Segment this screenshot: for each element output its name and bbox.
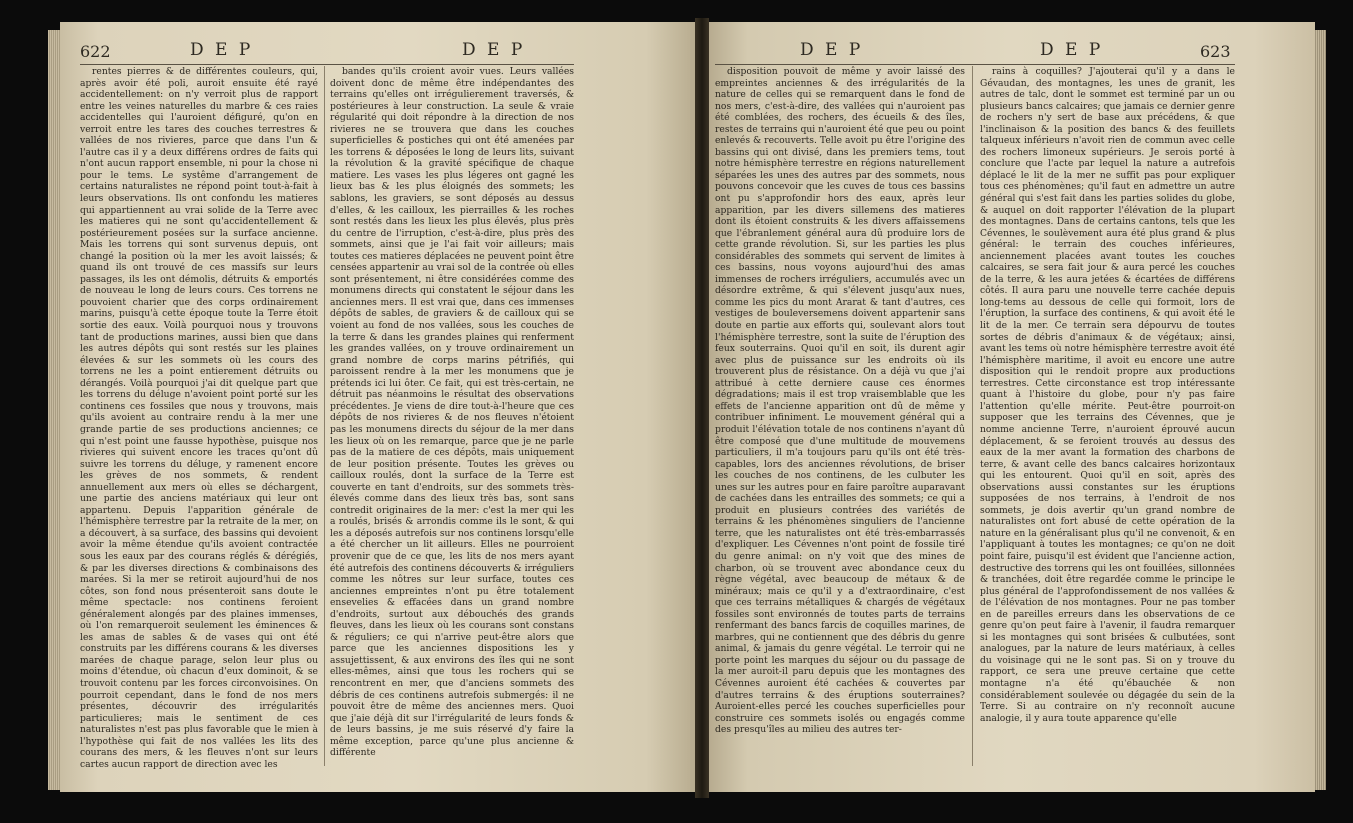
left-page-column-1 [80, 66, 318, 774]
right-page-headword-left: D E P [800, 40, 864, 60]
right-page-column-rule [972, 66, 973, 766]
column-text: disposition pouvoit de même y avoir laissé des empreintes anciennes & des irrégularités de la nature de celles qui se remarquent dans le fond de nos mers, c'est-à-dire, des vallées qui n'auroient pas été comblées, des rochers, des écueils & des îles, restes de terrains qui n'auroient été que peu ou point enlevés & recouverts. Telle avoit pu être l'origine des bassins qui ont divisé, dans les premiers tems, tout notre hémisphère terrestre en régions naturellement séparées les unes des autres par des sommets, nous pouvons concevoir que les cuves de tous ces bassins ont pu s'approfondir hors des eaux, après leur apparition, par les divers sillemens des matieres dont ils étoient construits & les divers affaissemens que l'ébranlement général aura dû produire lors de cette grande révolution. Si, sur les parties les plus considérables des sommets qui servent de limites à ces bassins, nous voyons aujourd'hui des amas immenses de rochers irréguliers, accumulés avec un désordre extrême, & qui s'élevent jusqu'aux nues, comme les pics du mont Ararat & tant d'autres, ces vestiges de bouleversemens doivent appartenir sans doute en partie aux efforts qui, soulevant alors tout l'hémisphère terrestre, sont la suite de l'éruption des feux souterrains. Quoi qu'il en soit, ils durent agir avec plus de puissance sur les endroits où ils trouverent plus de résistance. On a déjà vu que j'ai attribué à cette derniere cause ces énormes dégradations; mais il est trop vraisemblable que les effets de l'ancienne apparition ont dû de même y contribuer infiniment. Le mouvement général qui a produit l'élévation totale de nos continens n'ayant dû être composé que d'une multitude de mouvemens particuliers, il m'a toujours paru qu'ils ont été très-capables, lors des anciennes révolutions, de briser les couches de nos continens, de les culbuter les unes sur les autres pour en faire paroître auparavant de cachées dans les entrailles des sommets; ce qui a produit en plusieurs contrées des variétés de terrains & les phénomènes singuliers de l'ancienne terre, que les naturalistes ont été très-embarrassés d'expliquer. Les Cévennes n'ont point de fossile tiré du genre animal: on n'y voit que des mines de charbon, où se trouvent avec abondance ceux du règne végétal, avec beaucoup de métaux & de minéraux; mais ce qu'il y a d'extraordinaire, c'est que ces terrains métalliques & chargés de végétaux fossiles sont environnés de toutes parts de terrains renfermant des bancs farcis de coquilles marines, de marbres, qui ne contiennent que des débris du genre animal, & jamais du genre végétal. Le terroir qui ne porte point les marques du séjour ou du passage de la mer auroit-il paru depuis que les montagnes des Cévennes auroient été cachées & couvertes par d'autres terrains & des éruptions souterraines? Auroient-elles percé les couches superficielles pour construire ces sommets isolés ou engagés comme des presqu'îles au milieu des autres ter- [715, 66, 965, 736]
column-text: rentes pierres & de différentes couleurs, qui, après avoir été poli, auroit ensuite été rayé accidentellement: on n'y verroit plus de rapport entre les veines naturelles du marbre & ces raies accidentelles qui l'auroient défiguré, qu'on en verroit entre les tares des couches terrestres & vallées de nos rivieres, parce que dans l'un & l'autre cas il y a deux différens ordres de faits qui n'ont aucun rapport ensemble, ni pour la chose ni pour le tems. Le systême d'arrangement de certains naturalistes ne répond point tout-à-fait à leurs observations. Ils ont confondu les matieres qui appartiennent au vrai solide de la Terre avec les matieres qui ne sont qu'accidentellement & postérieurement posées sur la surface ancienne. Mais les torrens qui sont survenus depuis, ont changé la position où la mer les avoit laissés; & quand ils ont trouvé de ces massifs sur leurs passages, ils les ont démolis, détruits & emportés de nouveau le long de leurs cours. Ces torrens ne pouvoient charier que des corps ordinairement marins, puisqu'à cette époque toute la Terre étoit sortie des eaux. Voilà pourquoi nous y trouvons tant de productions marines, aussi bien que dans les autres dépôts qui sont restés sur les plaines élevées & sur les sommets où les cours des torrens ne les a point entierement détruits ou dérangés. Voilà pourquoi j'ai dit quelque part que les torrens du déluge n'avoient point porté sur les continens ces fossiles que nous y trouvons, mais qu'ils avoient au contraire rendu à la mer une grande partie de ses productions anciennes; ce qui n'est point une fausse hypothèse, puisque nos rivieres qui suivent encore les traces qu'ont dû suivre les torrens du déluge, y ramenent encore les grèves de nos sommets, & rendent annuellement aux mers où elles se déchargent, une partie des anciens matériaux qui leur ont appartenu. Depuis l'apparition générale de l'hémisphère terrestre par la retraite de la mer, on a découvert, à sa surface, des bassins qui devoient avoir la même étendue qu'ils avoient contractée sous les eaux par des courans réglés & dérégiés, & par les diverses directions & combinaisons des marées. Si la mer se retiroit aujourd'hui de nos côtes, son fond nous présenteroit sans doute le même spectacle: nos continens feroient généralement alongés par des plaines immenses, où l'on remarqueroit seulement les éminences & les amas de sables & de vases qui ont été construits par les différens courans & les diverses marées de chaque parage, selon leur plus ou moins d'étendue, où chacun d'eux dominoit, & se trouvoit contenu par les forces circonvoisines. On pourroit cependant, dans le fond de nos mers présentes, découvrir des irrégularités particulieres; mais le sentiment de ces naturalistes n'est pas plus favorable que le mien à l'hypothèse qui fait de nos vallées les lits des courans des mers, & les fleuves n'ont sur leurs cartes aucun rapport de direction avec les [80, 66, 318, 770]
right-page-headword-right: D E P [1040, 40, 1104, 60]
right-page-column-1 [715, 66, 965, 774]
column-text: bandes qu'ils croient avoir vues. Leurs vallées doivent donc de même être indépendantes des terrains qu'elles ont irrégulierement traversés, & postérieures à leur construction. La seule & vraie régularité qui doit répondre à la direction de nos rivieres ne se trouvera que dans les couches superficielles & postiches qui ont été amenées par les torrens & déposées le long de leurs lits, suivant la révolution & la gravité spécifique de chaque matiere. Les vases les plus légeres ont gagné les lieux bas & les plus éloignés des sommets; les sablons, les graviers, se sont déposés au dessus d'elles, & les cailloux, les pierrailles & les roches sont restés dans les lieux les plus élevés, plus près du centre de l'irruption, c'est-à-dire, plus près des sommets, ainsi que je l'ai fait voir ailleurs; mais toutes ces matieres déplacées ne peuvent point être censées appartenir au vrai sol de la contrée où elles sont présentement, ni être considérées comme des monumens directs qui constatent le séjour dans les anciennes mers. Il est vrai que, dans ces immenses dépôts de sables, de graviers & de cailloux qui se voient au fond de nos vallées, sous les couches de la terre & dans les grandes plaines qui renferment les grandes vallées, on y trouve ordinairement un grand nombre de corps marins pétrifiés, qui paroissent rendre à la mer les monumens que je prétends ici lui ôter. Ce fait, qui est très-certain, ne détruit pas néanmoins le résultat des observations précédentes. Je viens de dire tout-à-l'heure que ces dépôts de nos rivieres & de nos fleuves n'étoient pas les monumens directs du séjour de la mer dans les lieux où on les remarque, parce que je ne parle pas de la matiere de ces dépôts, mais uniquement de leur position présente. Toutes les grèves ou cailloux roulés, dont la surface de la Terre est couverte en tant d'endroits, sur des sommets très-élevés comme dans des lieux très bas, sont sans contredit originaires de la mer: c'est la mer qui les a roulés, brisés & arrondis comme ils le sont, & qui les a déposés autrefois sur nos continens lorsqu'elle a été chercher un lit ailleurs. Elles ne pourroient provenir que de ce que, les lits de nos mers ayant été autrefois des continens découverts & irréguliers comme les nôtres sur leur surface, toutes ces anciennes empreintes n'ont pu être totalement ensevelies & effacées dans un grand nombre d'endroits, surtout aux débouchés des grands fleuves, dans les lieux où les courans sont constans & réguliers; ce qui n'arrive peut-être alors que parce que les anciennes dispositions les y assujettissent, & aux environs des îles qui ne sont elles-mêmes, ainsi que tous les rochers qui se rencontrent en mer, que d'anciens sommets des débris de ces continens autrefois submergés: il ne pouvoit être de même des anciennes mers. Quoi que j'aie déjà dit sur l'irrégularité de leurs fonds & de leurs bassins, je me suis réservé d'y faire la même exception, parce qu'une plus ancienne & différente [330, 66, 574, 759]
left-page-headword-left: D E P [190, 40, 254, 60]
right-page-number: 623 [1200, 42, 1231, 61]
left-page-number: 622 [80, 42, 111, 61]
left-page-column-rule [324, 66, 325, 766]
right-page-column-2 [980, 66, 1235, 774]
book-spine [695, 18, 709, 798]
column-text: rains à coquilles? J'ajouterai qu'il y a dans le Gévaudan, des montagnes, les unes de granit, les autres de talc, dont le sommet est terminé par un ou plusieurs bancs calcaires; que jamais ce dernier genre de rochers n'y sert de base aux précédens, & que l'inclinaison & la position des bancs & des feuillets talqueux inférieurs n'avoit rien de commun avec celle des rochers limoneux supérieurs. Je serois porté à conclure que l'acte par lequel la nature a autrefois déplacé le lit de la mer ne suffit pas pour expliquer tous ces phénomènes; qu'il faut en admettre un autre général qui s'est fait dans les parties solides du globe, & auquel on doit rapporter l'élévation de la plupart des montagnes. Dans de certains cantons, tels que les Cévennes, le soulèvement aura été plus grand & plus général: le terrain des couches inférieures, anciennement placées avant toutes les couches calcaires, se sera fait jour & aura percé les couches de la terre, & les aura jetées & écartées de différens côtés. Il aura paru une nouvelle terre cachée depuis long-tems au dessous de celle qui formoit, lors de l'éruption, la surface des continens, & qui avoit été le lit de la mer. Ce terrain sera dépourvu de toutes sortes de débris d'animaux & de végétaux; ainsi, avant les tems où notre hémisphère terrestre avoit été l'hémisphère maritime, il avoit eu encore une autre disposition qui le rendoit propre aux productions terrestres. Cette circonstance est trop intéressante quant à l'histoire du globe, pour n'y pas faire l'attention qu'elle mérite. Peut-être pourroit-on supposer que les terrains des Cévennes, que je nomme ancienne Terre, n'auroient éprouvé aucun déplacement, & se feroient trouvés au dessus des eaux de la mer avant la formation des charbons de terre, & avant celle des bancs calcaires horizontaux qui les entourent. Quoi qu'il en soit, après des observations aussi constantes sur les éruptions supposées de nos terrains, à l'endroit de nos sommets, je dois avertir qu'un grand nombre de naturalistes ont fort abusé de cette opération de la nature en la généralisant plus qu'il ne convenoit, & en l'appliquant à toutes les montagnes; ce qu'on ne doit point faire, puisqu'il est évident que l'ancienne action, destructive des torrens qui les ont fouillées, sillonnées & tranchées, doit être regardée comme le principe le plus général de l'approfondissement de nos vallées & de l'élévation de nos montagnes. Pour ne pas tomber en de pareilles erreurs dans les observations de ce genre qu'on peut faire à l'avenir, il faudra remarquer si les montagnes qui sont brisées & culbutées, sont analogues, par la nature de leurs matériaux, à celles du voisinage qui ne le sont pas. Si on y trouve du rapport, ce sera une preuve certaine que cette montagne n'a été qu'ébauchée & non considérablement soulevée ou dégagée du sein de la Terre. Si au contraire on n'y reconnoît aucune analogie, il y aura toute apparence qu'elle [980, 66, 1235, 724]
left-page-headword-right: D E P [462, 40, 526, 60]
left-page-column-2 [330, 66, 574, 774]
right-page-header-rule [715, 64, 1235, 65]
left-page-header-rule [80, 64, 574, 65]
